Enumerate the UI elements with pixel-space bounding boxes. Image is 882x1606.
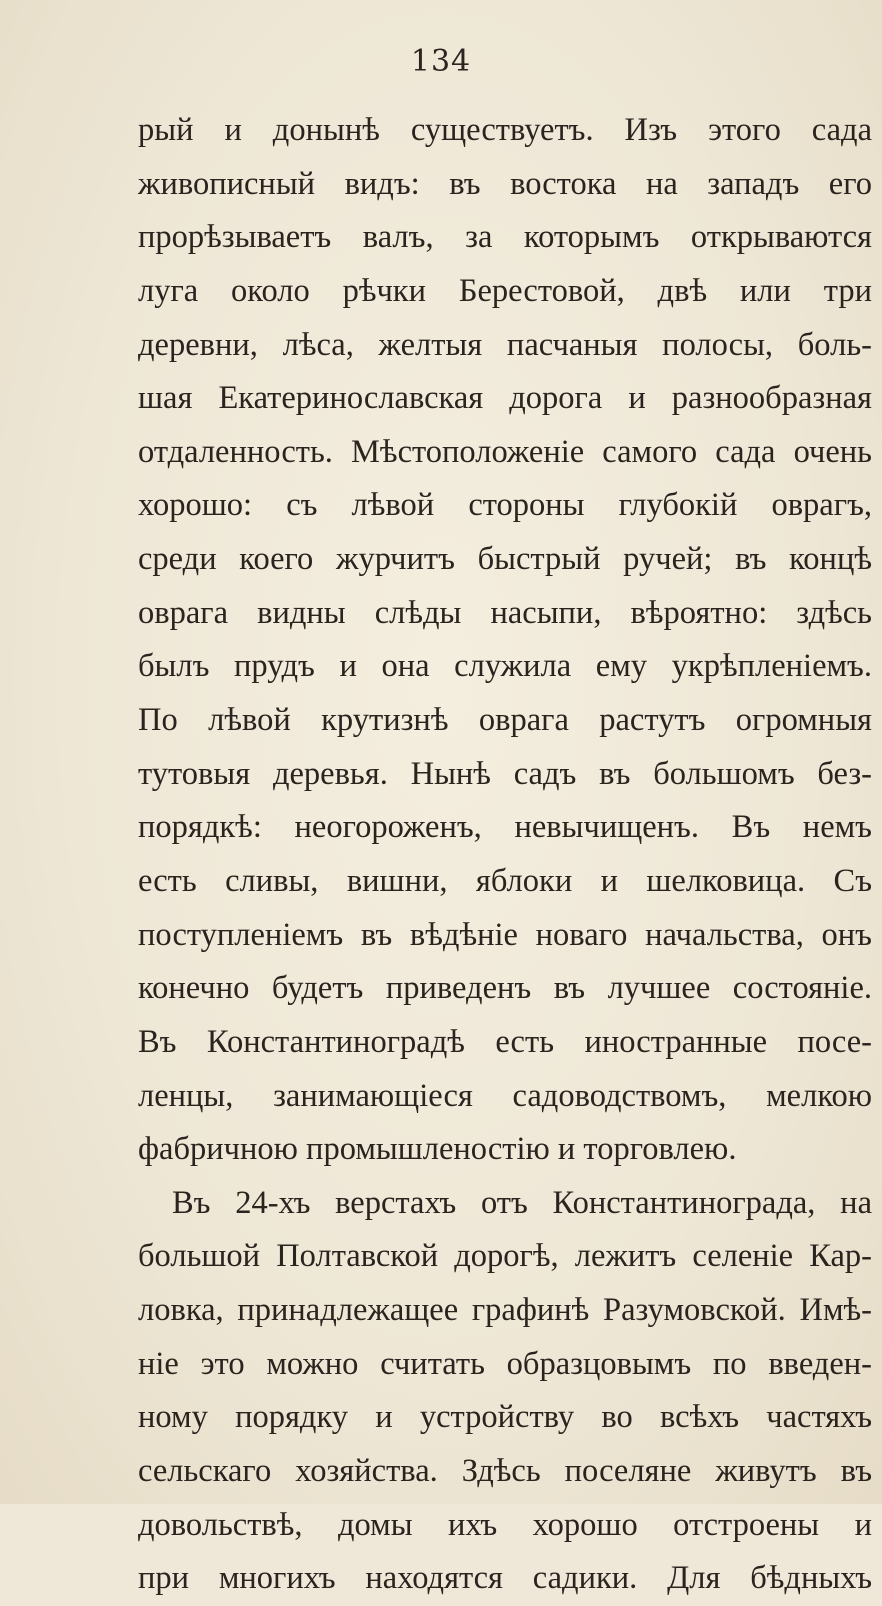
text-line: былъ прудъ и она служила ему укрѣпленіемъ. xyxy=(138,648,872,685)
text-line: конечно будетъ приведенъ въ лучшее состояніе. xyxy=(138,970,872,1007)
text-line: фабричною промышленостію и торговлею. xyxy=(138,1131,737,1168)
text-line: шая Екатеринославская дорога и разнообразная xyxy=(138,380,872,417)
text-line: ному порядку и устройству во всѣхъ частяхъ xyxy=(138,1399,872,1436)
text-line: есть сливы, вишни, яблоки и шелковица. Съ xyxy=(138,862,872,899)
text-line: ловка, принадлежащее графинѣ Разумовской. Имѣ- xyxy=(138,1292,872,1329)
text-line: хорошо: съ лѣвой стороны глубокій оврагъ, xyxy=(138,487,872,524)
text-line: при многихъ находятся садики. Для бѣдныхъ xyxy=(138,1560,872,1597)
text-line: оврага видны слѣды насыпи, вѣроятно: здѣсь xyxy=(138,594,872,631)
text-line: сельскаго хозяйства. Здѣсь поселяне живутъ въ xyxy=(138,1453,872,1490)
text-line: луга около рѣчки Берестовой, двѣ или три xyxy=(138,272,872,309)
text-line: тутовыя деревья. Нынѣ садъ въ большомъ без- xyxy=(138,755,872,792)
text-line: ніе это можно считать образцовымъ по введен- xyxy=(138,1345,872,1382)
text-line: порядкѣ: неогороженъ, невычищенъ. Въ немъ xyxy=(138,809,872,846)
text-line: Въ 24-хъ верстахъ отъ Константинограда, на xyxy=(172,1184,872,1221)
text-line: довольствѣ, домы ихъ хорошо отстроены и xyxy=(138,1506,872,1543)
text-line: деревни, лѣса, желтыя пасчаныя полосы, боль- xyxy=(138,326,872,363)
text-line: рый и донынѣ существуетъ. Изъ этого сада xyxy=(138,112,872,148)
text-line: прорѣзываетъ валъ, за которымъ открываются xyxy=(138,219,872,256)
text-line: поступленіемъ въ вѣдѣніе новаго начальства, онъ xyxy=(138,916,872,953)
text-line: Въ Константиноградѣ есть иностранные посе- xyxy=(138,1023,872,1060)
text-line: ленцы, занимающіеся садоводствомъ, мелкою xyxy=(138,1077,872,1114)
text-line: среди коего журчитъ быстрый ручей; въ концѣ xyxy=(138,541,872,578)
page-text xyxy=(138,104,872,1606)
text-line: большой Полтавской дорогѣ, лежитъ селеніе Кар- xyxy=(138,1238,872,1275)
page-number: 134 xyxy=(410,44,472,79)
text-line: По лѣвой крутизнѣ оврага растутъ огромныя xyxy=(138,702,872,739)
text-line: отдаленность. Мѣстоположеніе самого сада очень xyxy=(138,433,872,470)
text-line: живописный видъ: въ востока на западъ его xyxy=(138,165,872,202)
